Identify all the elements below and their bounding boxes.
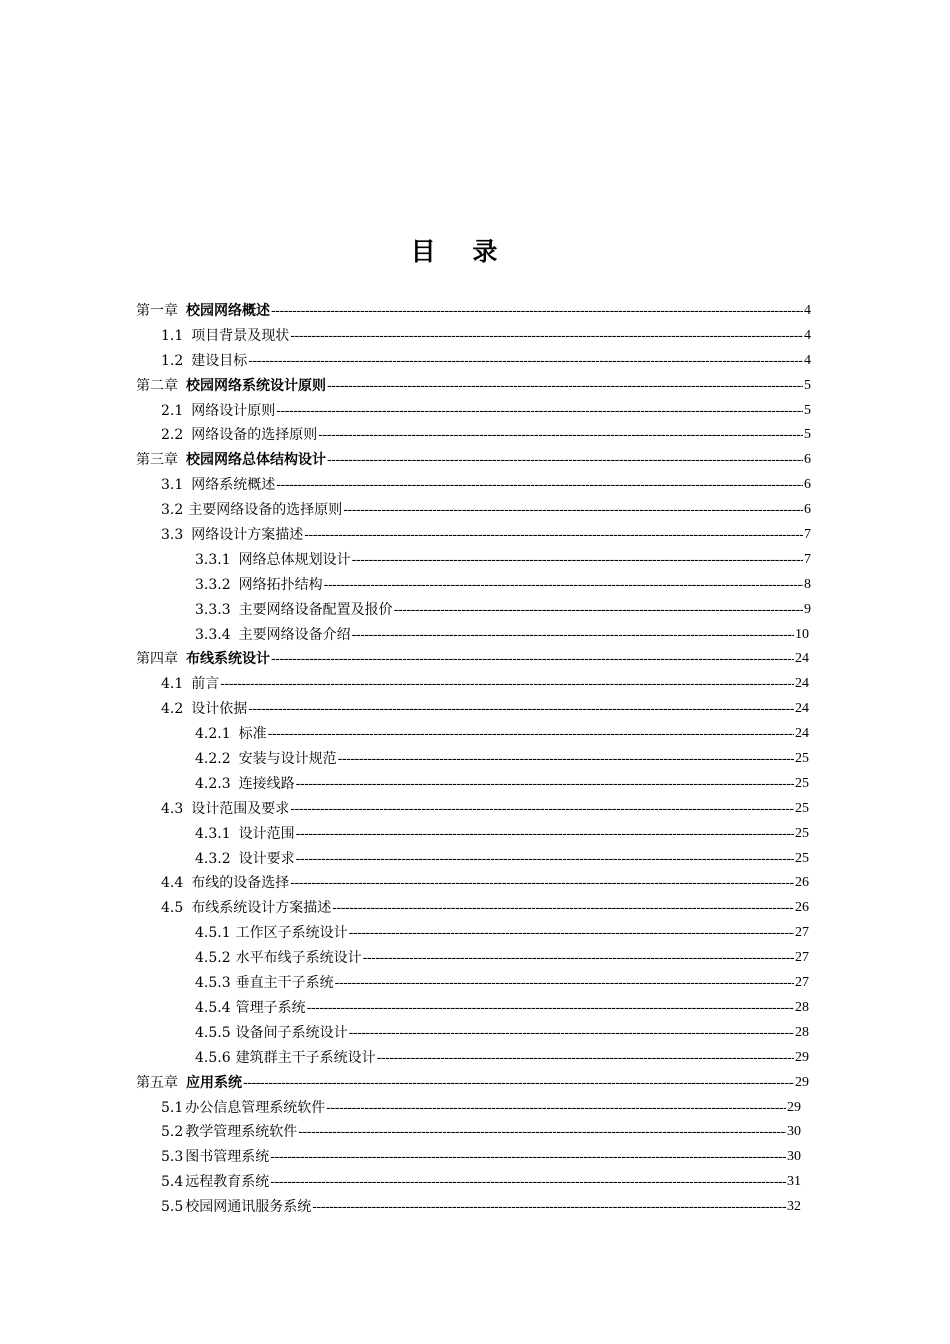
toc-entry-section[interactable] [0, 423, 811, 448]
toc-entry-page: 26 [795, 900, 809, 916]
toc-entry-title: 网络系统概述 [191, 477, 276, 494]
toc-entry-section[interactable] [0, 349, 811, 374]
toc-dot-leader [220, 672, 794, 697]
toc-entry-page: 25 [795, 800, 809, 816]
toc-entry-subsection[interactable] [0, 971, 809, 996]
toc-entry-page: 5 [804, 427, 811, 443]
toc-entry-number: 1.2 [161, 352, 184, 369]
toc-entry-chapter[interactable] [0, 299, 811, 324]
toc-dot-leader [377, 1046, 794, 1071]
toc-entry-number: 4.3.1 [195, 825, 231, 842]
toc-entry-number: 3.3.3 [195, 601, 231, 618]
toc-entry-page: 7 [804, 551, 811, 567]
toc-entry-page: 25 [795, 825, 809, 841]
toc-entry-page: 28 [795, 1024, 809, 1040]
toc-entry-subsection[interactable] [0, 548, 811, 573]
toc-dot-leader [332, 896, 794, 921]
toc-entry-number: 5.5 [161, 1199, 184, 1216]
toc-dot-leader [248, 697, 794, 722]
toc-entry-subsection[interactable] [0, 847, 809, 872]
toc-entry-section[interactable] [0, 473, 811, 498]
toc-entry-number: 4.2.1 [195, 726, 231, 743]
toc-entry-page: 30 [787, 1149, 801, 1165]
toc-dot-leader [394, 598, 803, 623]
toc-entry-title: 安装与设计规范 [238, 751, 337, 768]
toc-dot-leader [296, 772, 794, 797]
toc-entry-section[interactable] [0, 324, 811, 349]
toc-entry-number: 5.2 [161, 1124, 184, 1141]
toc-entry-chapter[interactable] [0, 448, 811, 473]
toc-entry-number: 1.1 [161, 327, 184, 344]
toc-entry-number: 3.3.1 [195, 551, 231, 568]
toc-entry-title: 校园网络总体结构设计 [186, 452, 326, 469]
toc-entry-page: 5 [804, 377, 811, 393]
toc-entry-number: 5.3 [161, 1149, 184, 1166]
toc-entry-chapter[interactable] [0, 1071, 809, 1096]
toc-entry-number: 4.1 [161, 676, 184, 693]
toc-entry-subsection[interactable] [0, 722, 809, 747]
toc-dot-leader [327, 374, 803, 399]
toc-entry-page: 24 [795, 701, 809, 717]
toc-entry-number: 4.5 [161, 900, 184, 917]
toc-entry-title: 图书管理系统 [185, 1149, 270, 1166]
toc-dot-leader [307, 996, 794, 1021]
toc-title: 目 录 [410, 237, 512, 266]
toc-entry-section[interactable] [0, 1170, 801, 1195]
toc-entry-page: 4 [804, 327, 811, 343]
toc-entry-subsection[interactable] [0, 623, 809, 648]
toc-entry-title: 布线系统设计 [186, 651, 270, 668]
toc-entry-page: 4 [804, 303, 811, 318]
toc-entry-page: 27 [795, 975, 809, 991]
toc-entry-title: 校园网通讯服务系统 [185, 1199, 312, 1216]
toc-entry-subsection[interactable] [0, 1046, 809, 1071]
toc-dot-leader [338, 747, 794, 772]
toc-entry-title: 垂直主干子系统 [235, 975, 334, 992]
toc-dot-leader [363, 946, 794, 971]
toc-dot-leader [270, 1170, 786, 1195]
toc-dot-leader [290, 324, 803, 349]
toc-entry-chapter[interactable] [0, 374, 811, 399]
toc-entry-subsection[interactable] [0, 996, 809, 1021]
toc-dot-leader [304, 523, 803, 548]
toc-entry-title: 设计依据 [191, 701, 248, 718]
toc-entry-title: 网络拓扑结构 [238, 576, 323, 593]
toc-entry-page: 5 [804, 402, 811, 418]
toc-entry-title: 主要网络设备的选择原则 [188, 502, 343, 519]
toc-entry-number: 4.2 [161, 701, 184, 718]
toc-entry-number: 4.5.2 [195, 950, 231, 967]
toc-entry-title: 网络总体规划设计 [238, 551, 351, 568]
table-of-contents [0, 299, 950, 1220]
toc-dot-leader [290, 797, 794, 822]
toc-entry-page: 27 [795, 950, 809, 966]
toc-entry-number: 第二章 [136, 377, 178, 394]
toc-entry-page: 27 [795, 925, 809, 941]
toc-entry-page: 26 [795, 875, 809, 891]
toc-dot-leader [318, 423, 803, 448]
toc-dot-leader [243, 1071, 794, 1096]
toc-entry-number: 4.5.6 [195, 1049, 231, 1066]
toc-entry-section[interactable] [0, 797, 809, 822]
toc-entry-title: 教学管理系统软件 [185, 1124, 298, 1141]
toc-entry-number: 2.1 [161, 402, 184, 419]
toc-entry-title: 网络设计方案描述 [191, 527, 304, 544]
toc-dot-leader [312, 1195, 786, 1220]
toc-dot-leader [290, 871, 794, 896]
toc-entry-title: 布线系统设计方案描述 [191, 900, 332, 917]
toc-entry-title: 建筑群主干子系统设计 [235, 1049, 376, 1066]
toc-entry-subsection[interactable] [0, 822, 809, 847]
toc-entry-page: 8 [804, 576, 811, 592]
toc-entry-section[interactable] [0, 672, 809, 697]
toc-entry-title: 布线的设备选择 [191, 875, 290, 892]
toc-entry-number: 第一章 [136, 303, 178, 319]
toc-entry-subsection[interactable] [0, 598, 811, 623]
toc-entry-page: 6 [804, 452, 811, 468]
toc-dot-leader [298, 1120, 786, 1145]
toc-entry-title: 设计范围及要求 [191, 800, 290, 817]
toc-entry-title: 项目背景及现状 [191, 327, 290, 344]
toc-entry-title: 建设目标 [191, 352, 248, 369]
toc-entry-section[interactable] [0, 1096, 801, 1121]
toc-entry-number: 3.2 [161, 502, 184, 519]
toc-dot-leader [335, 971, 794, 996]
toc-entry-section[interactable] [0, 523, 811, 548]
toc-entry-page: 7 [804, 527, 811, 543]
toc-dot-leader [271, 647, 794, 672]
toc-dot-leader [349, 1021, 794, 1046]
toc-dot-leader [276, 473, 803, 498]
toc-entry-section[interactable] [0, 871, 809, 896]
toc-entry-number: 3.3.4 [195, 626, 231, 643]
toc-entry-page: 10 [795, 626, 809, 642]
toc-entry-title: 网络设备的选择原则 [191, 427, 318, 444]
toc-entry-number: 4.2.2 [195, 751, 231, 768]
toc-entry-page: 29 [795, 1074, 809, 1090]
toc-entry-number: 4.4 [161, 875, 184, 892]
toc-entry-title: 校园网络概述 [186, 303, 270, 319]
toc-dot-leader [349, 921, 794, 946]
toc-entry-page: 4 [804, 352, 811, 368]
toc-dot-leader [343, 498, 803, 523]
toc-entry-title: 标准 [238, 726, 267, 743]
toc-entry-title: 管理子系统 [235, 999, 306, 1016]
toc-entry-title: 主要网络设备介绍 [238, 626, 351, 643]
toc-entry-page: 31 [787, 1174, 801, 1190]
toc-entry-page: 32 [787, 1199, 801, 1215]
toc-entry-title: 前言 [191, 676, 220, 693]
toc-entry-subsection[interactable] [0, 946, 809, 971]
toc-entry-page: 6 [804, 502, 811, 518]
toc-entry-title: 工作区子系统设计 [235, 925, 348, 942]
toc-entry-page: 29 [795, 1049, 809, 1065]
toc-entry-title: 设计要求 [238, 850, 295, 867]
toc-dot-leader [326, 1096, 786, 1121]
toc-entry-section[interactable] [0, 1120, 801, 1145]
toc-entry-subsection[interactable] [0, 772, 809, 797]
toc-entry-number: 4.5.3 [195, 975, 231, 992]
toc-entry-number: 4.5.1 [195, 925, 231, 942]
toc-entry-number: 第五章 [136, 1074, 178, 1091]
toc-dot-leader [296, 847, 794, 872]
toc-entry-subsection[interactable] [0, 1021, 809, 1046]
toc-entry-number: 3.3 [161, 527, 184, 544]
toc-dot-leader [248, 349, 803, 374]
toc-dot-leader [296, 822, 794, 847]
toc-entry-section[interactable] [0, 896, 809, 921]
toc-dot-leader [276, 399, 803, 424]
toc-entry-title: 主要网络设备配置及报价 [238, 601, 393, 618]
toc-entry-title: 办公信息管理系统软件 [185, 1099, 326, 1116]
toc-dot-leader [271, 299, 803, 324]
toc-entry-chapter[interactable] [0, 647, 809, 672]
toc-entry-number: 3.3.2 [195, 576, 231, 593]
toc-entry-title: 连接线路 [238, 775, 295, 792]
toc-dot-leader [327, 448, 803, 473]
toc-entry-section[interactable] [0, 1195, 801, 1220]
toc-dot-leader [270, 1145, 786, 1170]
toc-entry-title: 水平布线子系统设计 [235, 950, 362, 967]
toc-entry-number: 第三章 [136, 452, 178, 469]
toc-entry-section[interactable] [0, 697, 809, 722]
toc-entry-section[interactable] [0, 498, 811, 523]
toc-entry-subsection[interactable] [0, 921, 809, 946]
toc-entry-section[interactable] [0, 399, 811, 424]
toc-entry-page: 24 [795, 651, 809, 667]
toc-entry-page: 28 [795, 999, 809, 1015]
toc-dot-leader [352, 548, 803, 573]
toc-entry-number: 4.3 [161, 800, 184, 817]
toc-entry-title: 校园网络系统设计原则 [186, 377, 326, 394]
toc-entry-page: 29 [787, 1099, 801, 1115]
toc-entry-number: 4.5.5 [195, 1024, 231, 1041]
toc-dot-leader [352, 623, 794, 648]
toc-entry-subsection[interactable] [0, 573, 811, 598]
toc-entry-page: 9 [804, 601, 811, 617]
toc-entry-title: 应用系统 [186, 1074, 242, 1091]
toc-entry-title: 设计范围 [238, 825, 295, 842]
toc-entry-page: 25 [795, 850, 809, 866]
toc-entry-title: 网络设计原则 [191, 402, 276, 419]
toc-entry-page: 24 [795, 726, 809, 742]
toc-entry-section[interactable] [0, 1145, 801, 1170]
toc-dot-leader [268, 722, 794, 747]
toc-entry-number: 2.2 [161, 427, 184, 444]
toc-entry-page: 24 [795, 676, 809, 692]
toc-entry-page: 30 [787, 1124, 801, 1140]
toc-entry-number: 4.5.4 [195, 999, 231, 1016]
toc-entry-page: 25 [795, 751, 809, 767]
toc-entry-title: 设备间子系统设计 [235, 1024, 348, 1041]
toc-entry-page: 6 [804, 477, 811, 493]
toc-entry-subsection[interactable] [0, 747, 809, 772]
toc-dot-leader [324, 573, 803, 598]
toc-entry-number: 4.2.3 [195, 775, 231, 792]
toc-entry-number: 第四章 [136, 651, 178, 668]
toc-entry-number: 4.3.2 [195, 850, 231, 867]
toc-entry-page: 25 [795, 775, 809, 791]
toc-entry-number: 3.1 [161, 477, 184, 494]
toc-entry-number: 5.4 [161, 1174, 184, 1191]
toc-entry-title: 远程教育系统 [185, 1174, 270, 1191]
toc-entry-number: 5.1 [161, 1099, 184, 1116]
